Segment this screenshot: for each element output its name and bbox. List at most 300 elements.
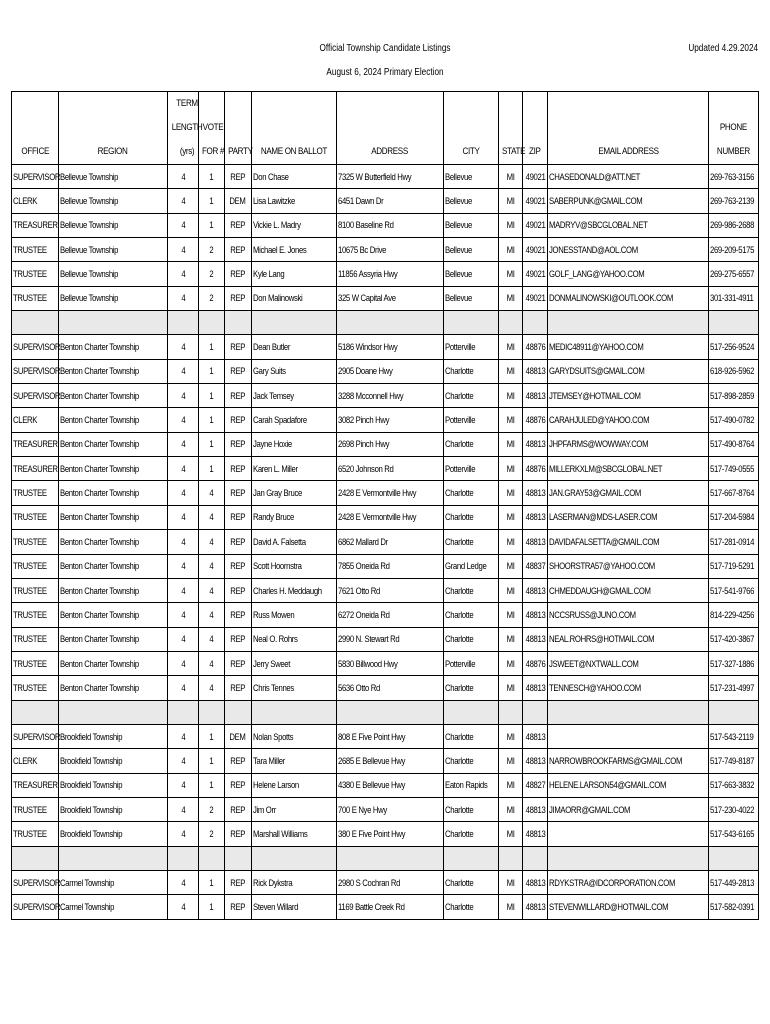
cell-state: MI (498, 651, 522, 675)
cell-zip: 48813 (523, 384, 548, 408)
cell-phone: 517-667-8764 (709, 481, 759, 505)
cell-office: TREASURER (12, 457, 59, 481)
cell-name: Tara Miller (251, 749, 336, 773)
cell-address: 2698 Pinch Hwy (336, 432, 443, 456)
cell-address: 808 E Five Point Hwy (336, 724, 443, 748)
cell-zip: 48813 (523, 895, 548, 919)
separator-cell (167, 846, 198, 870)
cell-region: Benton Charter Township (58, 457, 167, 481)
cell-city: Charlotte (444, 384, 499, 408)
cell-phone: 517-543-2119 (709, 724, 759, 748)
cell-party: DEM (224, 189, 251, 213)
cell-office: CLERK (12, 189, 59, 213)
cell-state: MI (498, 165, 522, 189)
cell-vote: 1 (199, 384, 224, 408)
cell-address: 700 E Nye Hwy (336, 797, 443, 821)
cell-office: TRUSTEE (12, 822, 59, 846)
cell-zip: 49021 (523, 213, 548, 237)
cell-term: 4 (167, 335, 198, 359)
cell-address: 1169 Battle Creek Rd (336, 895, 443, 919)
cell-state: MI (498, 359, 522, 383)
table-row (12, 189, 759, 213)
separator-cell (58, 846, 167, 870)
cell-term: 4 (167, 165, 198, 189)
cell-state: MI (498, 530, 522, 554)
separator-cell (251, 311, 336, 335)
cell-zip: 48813 (523, 530, 548, 554)
cell-region: Benton Charter Township (58, 335, 167, 359)
table-row (12, 554, 759, 578)
cell-city: Charlotte (444, 481, 499, 505)
cell-name: Marshall Williams (251, 822, 336, 846)
cell-term: 4 (167, 870, 198, 894)
table-row (12, 822, 759, 846)
cell-name: Scott Hoornstra (251, 554, 336, 578)
separator-cell (336, 700, 443, 724)
cell-email (548, 822, 709, 846)
cell-email: JSWEET@NXTWALL.COM (548, 651, 709, 675)
cell-region: Brookfield Township (58, 773, 167, 797)
table-row (12, 651, 759, 675)
cell-city: Potterville (444, 408, 499, 432)
cell-party: REP (224, 603, 251, 627)
cell-vote: 1 (199, 189, 224, 213)
cell-name: Neal O. Rohrs (251, 627, 336, 651)
cell-email: STEVENWILLARD@HOTMAIL.COM (548, 895, 709, 919)
cell-city: Charlotte (444, 432, 499, 456)
cell-office: SUPERVISOR (12, 359, 59, 383)
cell-state: MI (498, 870, 522, 894)
cell-office: TRUSTEE (12, 481, 59, 505)
separator-cell (523, 700, 548, 724)
cell-term: 4 (167, 676, 198, 700)
col-party-header: PARTY (224, 92, 251, 165)
cell-party: REP (224, 797, 251, 821)
cell-party: REP (224, 895, 251, 919)
cell-name: Helene Larson (251, 773, 336, 797)
cell-city: Eaton Rapids (444, 773, 499, 797)
cell-zip: 48827 (523, 773, 548, 797)
cell-phone: 814-229-4256 (709, 603, 759, 627)
cell-zip: 48813 (523, 724, 548, 748)
cell-party: REP (224, 481, 251, 505)
cell-zip: 48813 (523, 578, 548, 602)
cell-vote: 4 (199, 603, 224, 627)
cell-email: LASERMAN@MDS-LASER.COM (548, 505, 709, 529)
cell-vote: 1 (199, 165, 224, 189)
cell-office: SUPERVISOR (12, 724, 59, 748)
col-vote-header: VOTE FOR # (199, 92, 224, 165)
cell-city: Charlotte (444, 627, 499, 651)
cell-office: TRUSTEE (12, 627, 59, 651)
cell-phone: 269-209-5175 (709, 238, 759, 262)
cell-phone: 517-490-0782 (709, 408, 759, 432)
cell-name: Vickie L. Madry (251, 213, 336, 237)
cell-zip: 48813 (523, 505, 548, 529)
col-address-header: ADDRESS (336, 92, 443, 165)
separator-cell (336, 311, 443, 335)
cell-region: Bellevue Township (58, 262, 167, 286)
cell-term: 4 (167, 408, 198, 432)
cell-region: Benton Charter Township (58, 481, 167, 505)
cell-term: 4 (167, 797, 198, 821)
cell-address: 7325 W Butterfield Hwy (336, 165, 443, 189)
cell-region: Benton Charter Township (58, 505, 167, 529)
cell-party: REP (224, 627, 251, 651)
cell-party: REP (224, 676, 251, 700)
cell-party: REP (224, 749, 251, 773)
cell-party: REP (224, 457, 251, 481)
cell-city: Charlotte (444, 724, 499, 748)
cell-zip: 49021 (523, 165, 548, 189)
header-row (12, 92, 759, 165)
cell-party: REP (224, 384, 251, 408)
table-row (12, 603, 759, 627)
cell-party: REP (224, 165, 251, 189)
table-row (12, 505, 759, 529)
cell-office: TRUSTEE (12, 676, 59, 700)
separator-cell (548, 700, 709, 724)
cell-office: CLERK (12, 749, 59, 773)
cell-city: Grand Ledge (444, 554, 499, 578)
table-row (12, 895, 759, 919)
cell-city: Bellevue (444, 262, 499, 286)
cell-address: 4380 E Bellevue Hwy (336, 773, 443, 797)
separator-cell (709, 700, 759, 724)
cell-phone: 517-231-4997 (709, 676, 759, 700)
cell-party: REP (224, 530, 251, 554)
cell-phone: 517-420-3867 (709, 627, 759, 651)
candidate-table (11, 91, 759, 920)
updated-date: Updated 4.29.2024 (688, 43, 758, 54)
cell-phone: 517-230-4022 (709, 797, 759, 821)
cell-email: NARROWBROOKFARMS@GMAIL.COM (548, 749, 709, 773)
cell-term: 4 (167, 530, 198, 554)
cell-party: REP (224, 870, 251, 894)
section-separator-row (12, 311, 759, 335)
separator-cell (167, 700, 198, 724)
cell-term: 4 (167, 505, 198, 529)
cell-zip: 48813 (523, 822, 548, 846)
cell-email: CHMEDDAUGH@GMAIL.COM (548, 578, 709, 602)
cell-vote: 4 (199, 651, 224, 675)
cell-party: REP (224, 773, 251, 797)
cell-email: JONESSTAND@AOL.COM (548, 238, 709, 262)
cell-state: MI (498, 603, 522, 627)
cell-email (548, 724, 709, 748)
cell-office: TREASURER (12, 432, 59, 456)
cell-state: MI (498, 286, 522, 310)
cell-vote: 2 (199, 822, 224, 846)
cell-address: 7855 Oneida Rd (336, 554, 443, 578)
cell-office: TRUSTEE (12, 238, 59, 262)
cell-party: REP (224, 822, 251, 846)
cell-name: Carah Spadafore (251, 408, 336, 432)
cell-term: 4 (167, 359, 198, 383)
cell-city: Bellevue (444, 238, 499, 262)
cell-office: TRUSTEE (12, 505, 59, 529)
cell-vote: 1 (199, 895, 224, 919)
cell-address: 10675 Bc Drive (336, 238, 443, 262)
cell-zip: 48813 (523, 359, 548, 383)
separator-cell (199, 700, 224, 724)
separator-cell (444, 700, 499, 724)
col-term-header: TERM LENGTH (yrs) (167, 92, 198, 165)
col-zip-header: ZIP (523, 92, 548, 165)
cell-phone: 517-204-5984 (709, 505, 759, 529)
cell-state: MI (498, 335, 522, 359)
cell-region: Bellevue Township (58, 286, 167, 310)
cell-email: JTEMSEY@HOTMAIL.COM (548, 384, 709, 408)
cell-email: GOLF_LANG@YAHOO.COM (548, 262, 709, 286)
cell-email: CHASEDONALD@ATT.NET (548, 165, 709, 189)
cell-state: MI (498, 797, 522, 821)
cell-state: MI (498, 457, 522, 481)
cell-party: REP (224, 213, 251, 237)
cell-region: Brookfield Township (58, 724, 167, 748)
cell-term: 4 (167, 432, 198, 456)
cell-phone: 269-275-6557 (709, 262, 759, 286)
cell-term: 4 (167, 554, 198, 578)
cell-phone: 517-663-3832 (709, 773, 759, 797)
cell-term: 4 (167, 457, 198, 481)
cell-party: REP (224, 651, 251, 675)
separator-cell (224, 311, 251, 335)
separator-cell (199, 311, 224, 335)
cell-name: Jerry Sweet (251, 651, 336, 675)
cell-phone: 269-763-2139 (709, 189, 759, 213)
cell-zip: 48876 (523, 651, 548, 675)
table-row (12, 457, 759, 481)
cell-phone: 517-256-9524 (709, 335, 759, 359)
cell-city: Bellevue (444, 165, 499, 189)
cell-address: 5830 Billwood Hwy (336, 651, 443, 675)
cell-address: 6451 Dawn Dr (336, 189, 443, 213)
cell-state: MI (498, 822, 522, 846)
cell-address: 3082 Pinch Hwy (336, 408, 443, 432)
cell-phone: 517-582-0391 (709, 895, 759, 919)
cell-office: TRUSTEE (12, 262, 59, 286)
cell-zip: 49021 (523, 189, 548, 213)
cell-name: Chris Tennes (251, 676, 336, 700)
separator-cell (167, 311, 198, 335)
cell-vote: 4 (199, 627, 224, 651)
cell-vote: 1 (199, 749, 224, 773)
separator-cell (523, 846, 548, 870)
cell-party: REP (224, 505, 251, 529)
cell-email: TENNESCH@YAHOO.COM (548, 676, 709, 700)
cell-zip: 48813 (523, 432, 548, 456)
cell-zip: 48813 (523, 481, 548, 505)
cell-phone: 517-749-8187 (709, 749, 759, 773)
cell-zip: 48876 (523, 408, 548, 432)
cell-city: Charlotte (444, 822, 499, 846)
cell-email: SHOORSTRA57@YAHOO.COM (548, 554, 709, 578)
table-row (12, 262, 759, 286)
table-row (12, 384, 759, 408)
separator-cell (199, 846, 224, 870)
table-row (12, 530, 759, 554)
cell-phone: 517-749-0555 (709, 457, 759, 481)
cell-office: TREASURER (12, 213, 59, 237)
table-row (12, 676, 759, 700)
table-row (12, 213, 759, 237)
col-office-header: OFFICE (12, 92, 59, 165)
cell-term: 4 (167, 213, 198, 237)
cell-name: Randy Bruce (251, 505, 336, 529)
cell-city: Charlotte (444, 870, 499, 894)
cell-term: 4 (167, 724, 198, 748)
table-row (12, 286, 759, 310)
table-row (12, 724, 759, 748)
table-row (12, 749, 759, 773)
cell-name: Nolan Spotts (251, 724, 336, 748)
cell-office: TRUSTEE (12, 530, 59, 554)
cell-address: 11856 Assyria Hwy (336, 262, 443, 286)
cell-region: Benton Charter Township (58, 384, 167, 408)
cell-term: 4 (167, 481, 198, 505)
cell-name: Charles H. Meddaugh (251, 578, 336, 602)
cell-name: Don Malinowski (251, 286, 336, 310)
cell-region: Benton Charter Township (58, 676, 167, 700)
separator-cell (224, 846, 251, 870)
cell-phone: 517-327-1886 (709, 651, 759, 675)
cell-region: Carmel Township (58, 870, 167, 894)
cell-region: Benton Charter Township (58, 408, 167, 432)
cell-phone: 517-281-0914 (709, 530, 759, 554)
cell-vote: 1 (199, 457, 224, 481)
cell-email: NEAL.ROHRS@HOTMAIL.COM (548, 627, 709, 651)
cell-name: David A. Falsetta (251, 530, 336, 554)
table-row (12, 870, 759, 894)
cell-office: TREASURER (12, 773, 59, 797)
cell-region: Bellevue Township (58, 189, 167, 213)
separator-cell (498, 311, 522, 335)
col-phone-header: PHONE NUMBER (709, 92, 759, 165)
cell-name: Jim Orr (251, 797, 336, 821)
cell-region: Benton Charter Township (58, 554, 167, 578)
cell-region: Bellevue Township (58, 213, 167, 237)
cell-email: GARYDSUITS@GMAIL.COM (548, 359, 709, 383)
cell-office: TRUSTEE (12, 651, 59, 675)
cell-zip: 48876 (523, 335, 548, 359)
cell-vote: 1 (199, 870, 224, 894)
cell-name: Rick Dykstra (251, 870, 336, 894)
cell-city: Charlotte (444, 895, 499, 919)
cell-name: Karen L. Miller (251, 457, 336, 481)
cell-zip: 48813 (523, 603, 548, 627)
separator-cell (444, 311, 499, 335)
cell-term: 4 (167, 384, 198, 408)
cell-zip: 48813 (523, 627, 548, 651)
cell-term: 4 (167, 189, 198, 213)
cell-term: 4 (167, 286, 198, 310)
cell-party: REP (224, 432, 251, 456)
cell-office: TRUSTEE (12, 578, 59, 602)
cell-region: Benton Charter Township (58, 432, 167, 456)
cell-email: JIMAORR@GMAIL.COM (548, 797, 709, 821)
cell-email: CARAHJULED@YAHOO.COM (548, 408, 709, 432)
cell-email: MILLERKXLM@SBCGLOBAL.NET (548, 457, 709, 481)
cell-office: SUPERVISOR (12, 384, 59, 408)
cell-zip: 49021 (523, 262, 548, 286)
separator-cell (251, 700, 336, 724)
cell-email: MADRYV@SBCGLOBAL.NET (548, 213, 709, 237)
cell-state: MI (498, 384, 522, 408)
table-row (12, 359, 759, 383)
cell-region: Benton Charter Township (58, 578, 167, 602)
separator-cell (498, 846, 522, 870)
cell-vote: 2 (199, 286, 224, 310)
cell-party: REP (224, 359, 251, 383)
cell-state: MI (498, 676, 522, 700)
cell-term: 4 (167, 238, 198, 262)
cell-state: MI (498, 189, 522, 213)
col-name-header: NAME ON BALLOT (251, 92, 336, 165)
cell-address: 2685 E Bellevue Hwy (336, 749, 443, 773)
cell-zip: 48813 (523, 797, 548, 821)
cell-zip: 49021 (523, 286, 548, 310)
cell-vote: 4 (199, 554, 224, 578)
cell-vote: 1 (199, 359, 224, 383)
cell-phone: 269-986-2688 (709, 213, 759, 237)
cell-name: Michael E. Jones (251, 238, 336, 262)
col-city-header: CITY (444, 92, 499, 165)
cell-term: 4 (167, 651, 198, 675)
cell-name: Gary Suits (251, 359, 336, 383)
cell-vote: 4 (199, 481, 224, 505)
cell-city: Potterville (444, 457, 499, 481)
cell-phone: 517-490-8764 (709, 432, 759, 456)
cell-vote: 1 (199, 724, 224, 748)
cell-city: Charlotte (444, 797, 499, 821)
cell-email: JHPFARMS@WOWWAY.COM (548, 432, 709, 456)
cell-office: CLERK (12, 408, 59, 432)
cell-name: Kyle Lang (251, 262, 336, 286)
cell-name: Dean Butler (251, 335, 336, 359)
cell-address: 8100 Baseline Rd (336, 213, 443, 237)
cell-email: JAN.GRAY53@GMAIL.COM (548, 481, 709, 505)
cell-name: Lisa Lawitzke (251, 189, 336, 213)
cell-office: TRUSTEE (12, 554, 59, 578)
cell-state: MI (498, 627, 522, 651)
cell-name: Jayne Hoxie (251, 432, 336, 456)
cell-phone: 269-763-3156 (709, 165, 759, 189)
cell-state: MI (498, 554, 522, 578)
cell-state: MI (498, 578, 522, 602)
cell-email: HELENE.LARSON54@GMAIL.COM (548, 773, 709, 797)
cell-address: 6272 Oneida Rd (336, 603, 443, 627)
cell-state: MI (498, 773, 522, 797)
separator-cell (12, 846, 59, 870)
cell-state: MI (498, 213, 522, 237)
cell-address: 5636 Otto Rd (336, 676, 443, 700)
cell-email: DONMALINOWSKI@OUTLOOK.COM (548, 286, 709, 310)
cell-office: SUPERVISOR (12, 895, 59, 919)
cell-city: Potterville (444, 335, 499, 359)
cell-party: REP (224, 335, 251, 359)
cell-zip: 49021 (523, 238, 548, 262)
cell-vote: 2 (199, 238, 224, 262)
cell-vote: 1 (199, 408, 224, 432)
cell-state: MI (498, 895, 522, 919)
cell-city: Charlotte (444, 505, 499, 529)
cell-region: Carmel Township (58, 895, 167, 919)
cell-name: Steven Willard (251, 895, 336, 919)
cell-name: Russ Mowen (251, 603, 336, 627)
cell-office: SUPERVISOR (12, 335, 59, 359)
cell-state: MI (498, 408, 522, 432)
